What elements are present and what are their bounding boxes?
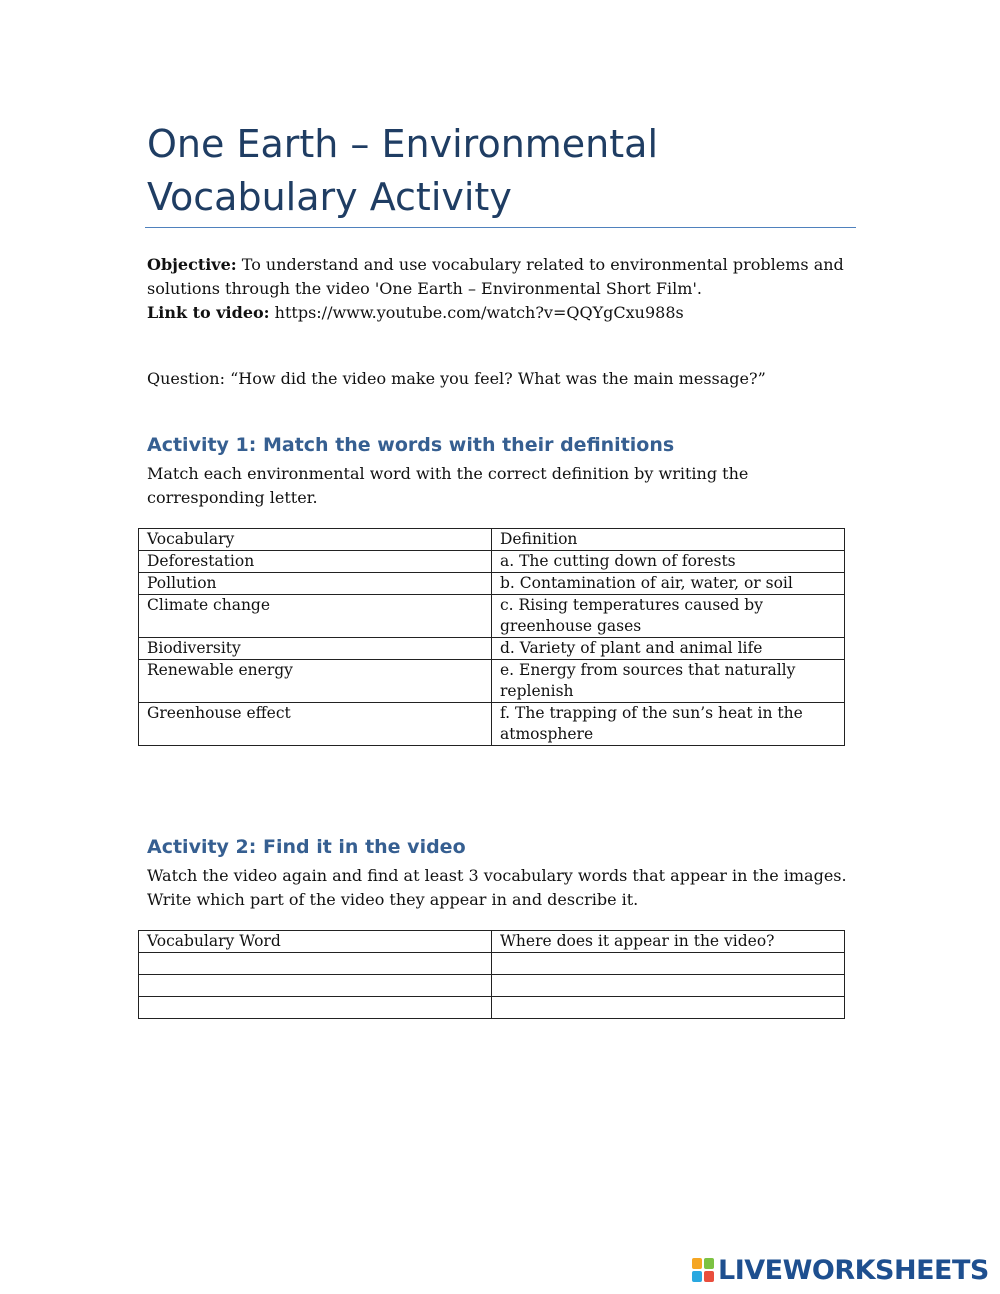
table-header: Where does it appear in the video? bbox=[492, 931, 845, 953]
vocab-word: Greenhouse effect bbox=[139, 703, 492, 746]
table-header: Vocabulary bbox=[139, 529, 492, 551]
vocab-definition: d. Variety of plant and animal life bbox=[492, 638, 845, 660]
table-row bbox=[139, 703, 845, 746]
logo-text: LIVEWORKSHEETS bbox=[718, 1254, 989, 1286]
vocab-definition: f. The trapping of the sun’s heat in the atmosphere bbox=[492, 703, 845, 746]
vocab-definition: e. Energy from sources that naturally replenish bbox=[492, 660, 845, 703]
table-header-row bbox=[139, 529, 845, 551]
activity1-heading: Activity 1: Match the words with their definitions bbox=[147, 434, 675, 456]
vocab-definition: c. Rising temperatures caused by greenhouse gases bbox=[492, 595, 845, 638]
table-header: Definition bbox=[492, 529, 845, 551]
table-row bbox=[139, 660, 845, 703]
table-header-row bbox=[139, 931, 845, 953]
title-divider bbox=[145, 227, 856, 228]
answer-cell-word[interactable] bbox=[139, 953, 492, 975]
table-row bbox=[139, 551, 845, 573]
objective-text: To understand and use vocabulary related to environmental problems and solutions through the video 'One Earth – Environmental Short Film'. bbox=[147, 255, 844, 298]
link-label: Link to video: bbox=[147, 303, 270, 322]
objective-block bbox=[147, 253, 847, 325]
video-link[interactable]: https://www.youtube.com/watch?v=QQYgCxu988s bbox=[274, 303, 684, 322]
logo-square bbox=[692, 1258, 702, 1269]
page-title: One Earth – Environmental Vocabulary Activity bbox=[147, 122, 658, 219]
table-row bbox=[139, 997, 845, 1019]
discussion-question: Question: “How did the video make you feel? What was the main message?” bbox=[147, 369, 766, 388]
activity2-instructions: Watch the video again and find at least 3 vocabulary words that appear in the images. Write which part of the video they appear in and describe it. bbox=[147, 866, 847, 909]
liveworksheets-logo-icon bbox=[692, 1258, 714, 1282]
table-row bbox=[139, 975, 845, 997]
table-header: Vocabulary Word bbox=[139, 931, 492, 953]
logo-square bbox=[692, 1271, 702, 1282]
activity1-instructions: Match each environmental word with the correct definition by writing the corresponding letter. bbox=[147, 464, 749, 507]
table-row bbox=[139, 638, 845, 660]
vocab-word: Climate change bbox=[139, 595, 492, 638]
vocab-definition: b. Contamination of air, water, or soil bbox=[492, 573, 845, 595]
answer-cell-location[interactable] bbox=[492, 975, 845, 997]
vocab-word: Renewable energy bbox=[139, 660, 492, 703]
vocabulary-table bbox=[138, 528, 845, 746]
logo-square bbox=[704, 1271, 714, 1282]
answer-cell-location[interactable] bbox=[492, 997, 845, 1019]
find-in-video-table bbox=[138, 930, 845, 1019]
answer-cell-word[interactable] bbox=[139, 997, 492, 1019]
table-row bbox=[139, 573, 845, 595]
liveworksheets-logo bbox=[692, 1255, 989, 1285]
answer-cell-location[interactable] bbox=[492, 953, 845, 975]
table-row bbox=[139, 953, 845, 975]
vocab-definition: a. The cutting down of forests bbox=[492, 551, 845, 573]
logo-square bbox=[704, 1258, 714, 1269]
vocab-word: Deforestation bbox=[139, 551, 492, 573]
table-row bbox=[139, 595, 845, 638]
vocab-word: Pollution bbox=[139, 573, 492, 595]
objective-label: Objective: bbox=[147, 255, 237, 274]
answer-cell-word[interactable] bbox=[139, 975, 492, 997]
vocab-word: Biodiversity bbox=[139, 638, 492, 660]
activity2-heading: Activity 2: Find it in the video bbox=[147, 836, 466, 858]
